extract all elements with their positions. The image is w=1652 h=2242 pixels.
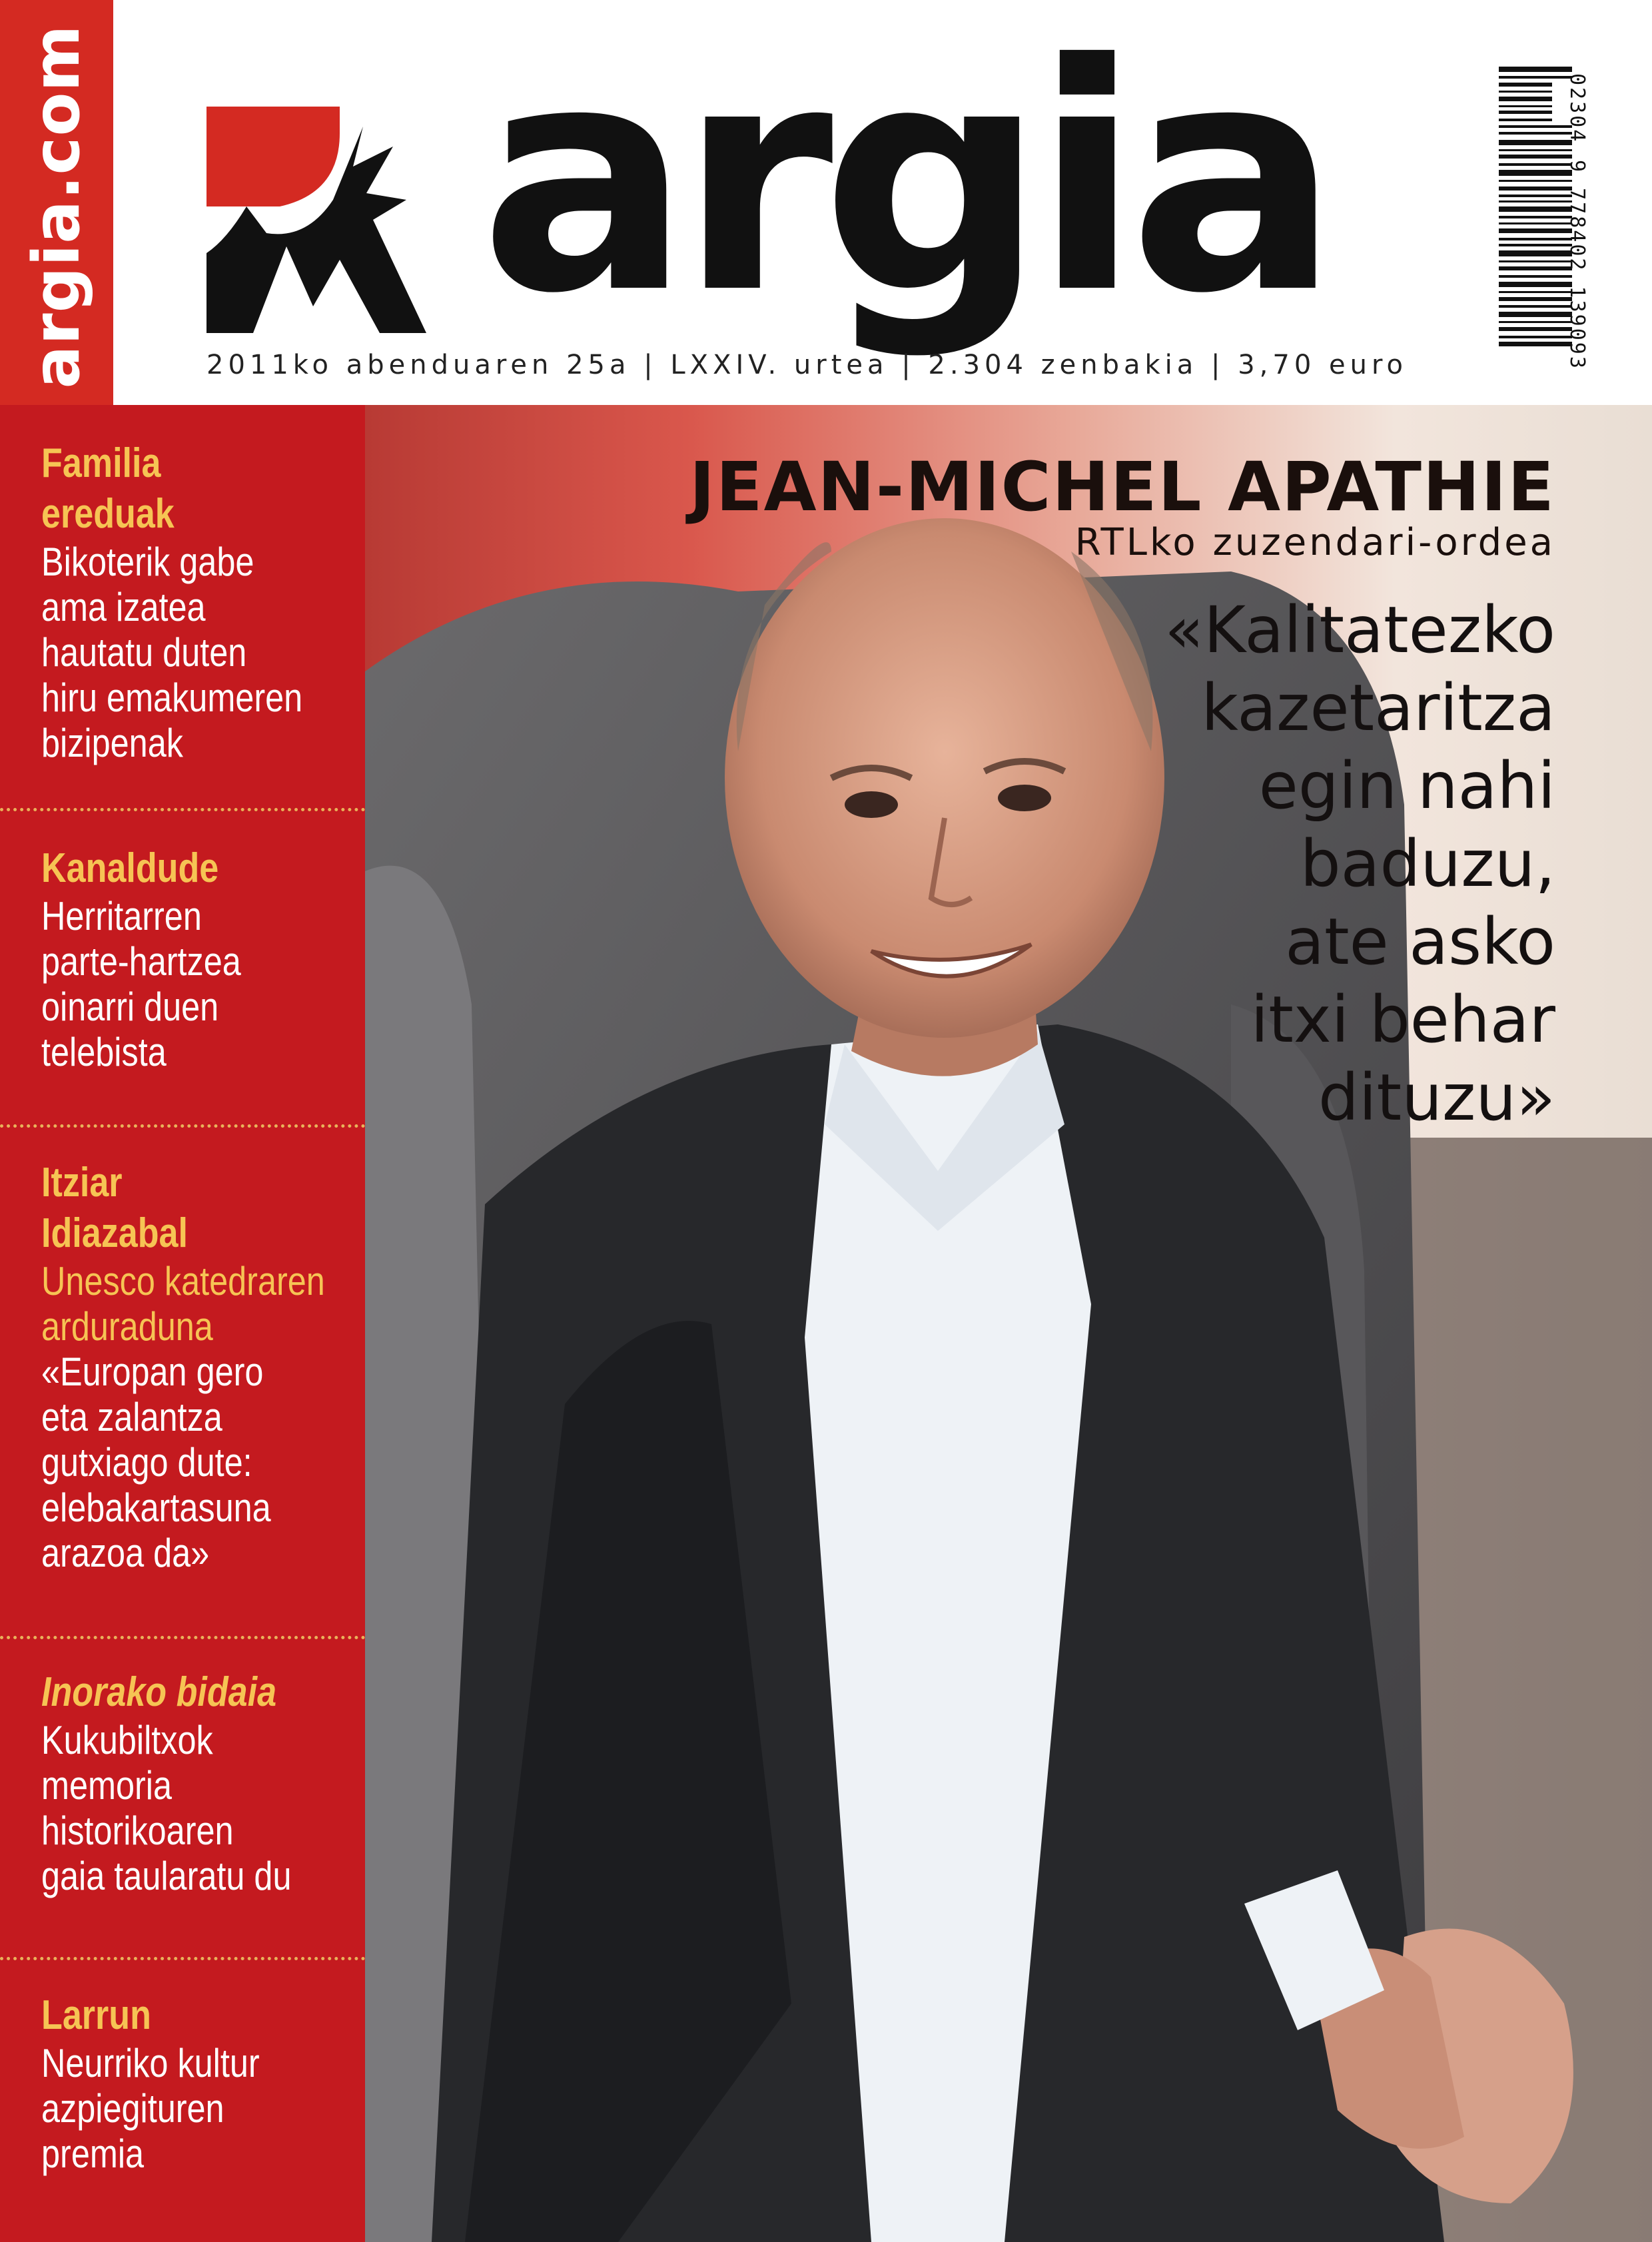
teaser-subheadline: Unesco katedraren arduraduna <box>41 1259 325 1349</box>
barcode-icon <box>1499 67 1572 346</box>
site-url-strip <box>0 0 113 406</box>
teaser-headline: Familia ereduak <box>41 440 175 537</box>
cover-story-name[interactable]: JEAN-MICHEL APATHIE <box>689 448 1555 527</box>
teaser-larrun[interactable] <box>41 1990 354 2177</box>
teaser-familia-ereduak[interactable] <box>41 438 354 766</box>
sidebar <box>0 405 365 2242</box>
sidebar-divider <box>0 1957 365 1960</box>
sidebar-divider <box>0 1636 365 1639</box>
cover-story-role: RTLko zuzendari-ordea <box>1074 521 1555 564</box>
sidebar-divider <box>0 808 365 811</box>
teaser-inorako-bidaia[interactable] <box>41 1667 354 1899</box>
issue-info-line: 2011ko abenduaren 25a | LXXIV. urtea | 2.304 zenbakia | 3,70 euro <box>206 350 1408 380</box>
teaser-headline: Larrun <box>41 1992 151 2038</box>
teaser-itziar-idiazabal[interactable] <box>41 1158 354 1576</box>
masthead-logo: argia <box>480 0 1328 362</box>
teaser-body: Neurriko kultur azpiegituren premia <box>41 2041 260 2176</box>
teaser-headline: Kanaldude <box>41 845 219 891</box>
cover-story-quote: «Kalitatezko kazetaritza egin nahi baduzu, ate asko itxi behar dituzu» <box>1164 593 1555 1135</box>
teaser-headline: Itziar Idiazabal <box>41 1160 188 1256</box>
teaser-body: Herritarren parte-hartzea oinarri duen telebista <box>41 894 241 1074</box>
teaser-headline: Inorako bidaia <box>41 1669 277 1715</box>
teaser-body: «Europan gero eta zalantza gutxiago dute: elebakartasuna arazoa da» <box>41 1349 271 1575</box>
teaser-body: Kukubiltxok memoria historikoaren gaia taularatu du <box>41 1718 292 1898</box>
barcode-digits: 9 778402 139093 <box>1565 160 1589 370</box>
teaser-kanaldude[interactable] <box>41 843 354 1075</box>
site-url[interactable]: argia.com <box>19 24 94 389</box>
sidebar-divider <box>0 1124 365 1128</box>
logo-mark-icon <box>206 107 426 333</box>
teaser-body: Bikoterik gabe ama izatea hautatu duten hiru emakumeren bizipenak <box>41 540 303 765</box>
issue-number-digits: 02304 <box>1565 73 1589 144</box>
